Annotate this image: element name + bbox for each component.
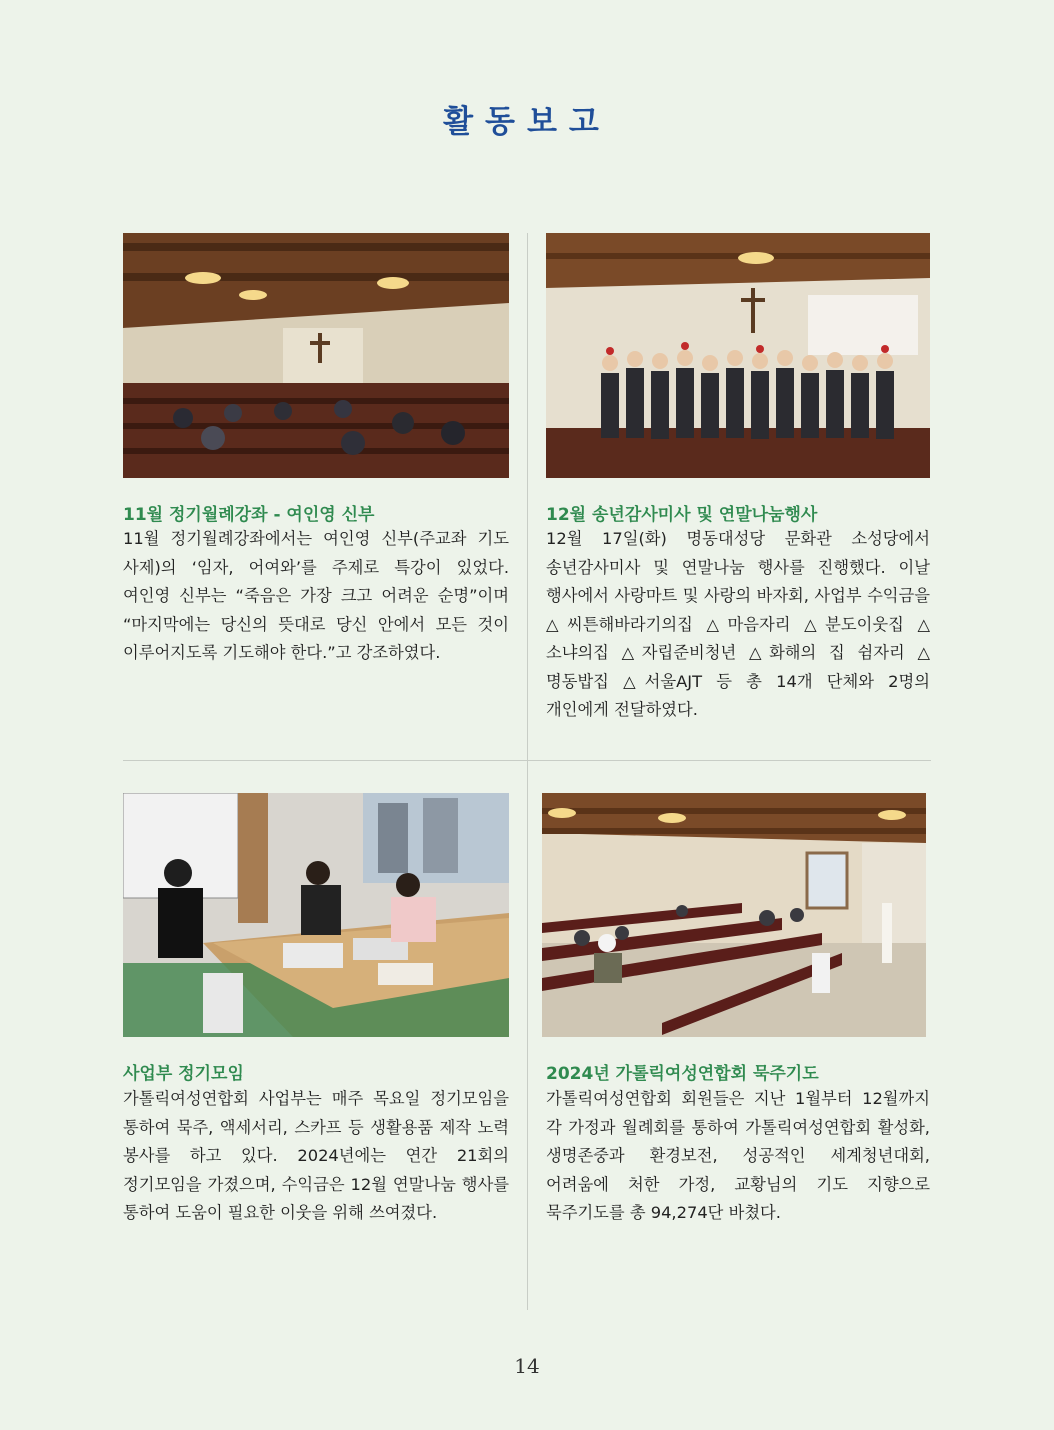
column-divider	[527, 233, 528, 1310]
lecture-chapel-photo	[123, 233, 509, 478]
article-body: 가톨릭여성연합회 사업부는 매주 목요일 정기모임을 통하여 묵주, 액세서리, 스카프 등 생활용품 제작 노력 봉사를 하고 있다. 2024년에는 연간 21회의 정기모임을 가졌으며, 수익금은 12월 연말나눔 행사를 통하여 도움이 필요한 이웃을 위해 쓰여졌다.	[123, 1089, 509, 1222]
page-title: 활동보고	[443, 104, 611, 140]
row-divider	[123, 760, 931, 761]
article-heading: 사업부 정기모임	[123, 1064, 244, 1084]
page-number: 14	[514, 1354, 540, 1378]
article-body: 11월 정기월례강좌에서는 여인영 신부(주교좌 기도 사제)의 ‘임자, 어여와’를 주제로 특강이 있었다. 여인영 신부는 “죽음은 가장 크고 어려운 순명”이며 “마지막에는 당신의 뜻대로 당신 안에서 모든 것이 이루어지도록 기도해야 한다.”고 강조하였다.	[123, 529, 509, 662]
article-heading: 12월 송년감사미사 및 연말나눔행사	[546, 505, 818, 525]
article-body: 가톨릭여성연합회 회원들은 지난 1월부터 12월까지 각 가정과 월례회를 통하여 가톨릭여성연합회 활성화, 생명존중과 환경보전, 성공적인 세계청년대회, 어려움에 처한 가정, 교황님의 기도 지향으로 묵주기도를 총 94,274단 바쳤다.	[546, 1089, 930, 1222]
article-heading: 2024년 가톨릭여성연합회 묵주기도	[546, 1064, 819, 1084]
article-heading: 11월 정기월례강좌 - 여인영 신부	[123, 505, 375, 525]
group-photo	[546, 233, 930, 478]
article-body: 12월 17일(화) 명동대성당 문화관 소성당에서 송년감사미사 및 연말나눔 행사를 진행했다. 이날 행사에서 사랑마트 및 사랑의 바자회, 사업부 수익금을 △씨튼해바라기의집 △마음자리 △분도이웃집 △소냐의집 △자립준비청년 △화해의 집 쉼자리 △명동밥집 △서울AJT 등 총 14개 단체와 2명의 개인에게 전달하였다.	[546, 529, 930, 719]
workshop-photo	[123, 793, 509, 1037]
rosary-prayer-photo	[542, 793, 926, 1037]
